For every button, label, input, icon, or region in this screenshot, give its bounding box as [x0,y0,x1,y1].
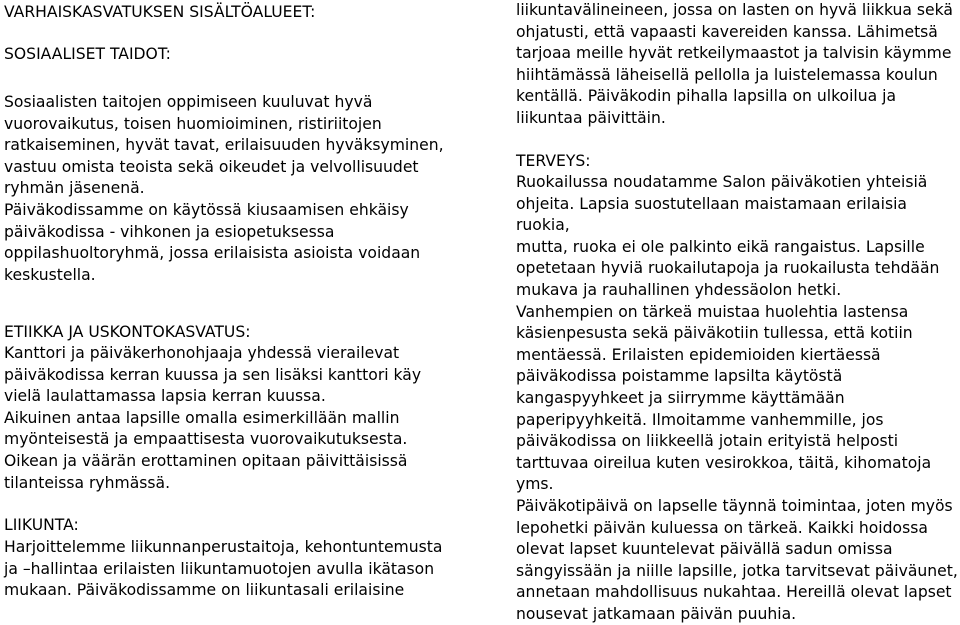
social-skills-text: Sosiaalisten taitojen oppimiseen kuuluvat hyvä vuorovaikutus, toisen huomioiminen, ristiriitojen ratkaiseminen, hyvät tavat, erilaisuuden hyväksyminen, vastuu omista teoista sekä oikeudet ja velvollisuudet ryhmän jäsenenä. Päiväkodissamme on käytössä kiusaamisen ehkäisy päiväkodissa - vihkonen ja esiopetuksessa oppilashuoltoryhmä, jossa erilaisista asioista voidaan keskustella. [4,93,444,284]
ethics-text: Kanttori ja päiväkerhonohjaaja yhdessä vierailevat päiväkodissa kerran kuussa ja sen lisäksi kanttori käy vielä laulattamassa lapsia kerran kuussa. Aikuinen antaa lapsille omalla esimerkillään mallin myönteisestä ja empaattisesta vuorovaikutuksesta. Oikean ja väärän erottaminen opitaan päivittäisissä tilanteissa ryhmässä. [4,344,422,492]
page-title: VARHAISKASVATUKSEN SISÄLTÖALUEET: [4,3,316,21]
social-skills-heading: SOSIAALISET TAIDOT: [4,45,171,63]
exercise-heading: LIIKUNTA: [4,516,79,534]
health-heading: TERVEYS: [516,152,591,170]
exercise-text: Harjoittelemme liikunnanperustaitoja, kehontuntemusta ja –hallintaa erilaisten liikuntamuotojen avulla ikätason mukaan. Päiväkodissamme on liikuntasali erilaisine [4,538,443,600]
ethics-heading: ETIIKKA JA USKONTOKASVATUS: [4,323,251,341]
left-column [4,0,454,600]
exercise-continued-text: liikuntavälineineen, jossa on lasten on hyvä liikkua sekä ohjatusti, että vapaasti kavereiden kanssa. Lähimetsä tarjoaa meille hyvät retkeilymaastot ja talvisin käymme hiihtämässä läheisellä pellolla ja luistelemassa koulun kentällä. Päiväkodin pihalla lapsilla on ulkoilua ja liikuntaa päivittäin. [516,1,953,127]
right-column [516,0,960,623]
health-text: Ruokailussa noudatamme Salon päiväkotien yhteisiä ohjeita. Lapsia suostutellaan maistamaan erilaisia ruokia, mutta, ruoka ei ole palkinto eikä rangaistus. Lapsille opetetaan hyviä ruokailutapoja ja ruokailusta tehdään mukava ja rauhallinen yhdessäolon hetki. Vanhempien on tärkeä muistaa huolehtia lastensa käsienpesusta sekä päiväkotiin tullessa, että kotiin mentäessä. Erilaisten epidemioiden kiertäessä päiväkodissa poistamme lapsilta käytöstä kangaspyyhkeet ja siirrymme käyttämään paperipyyhkeitä. Ilmoitamme vanhemmille, jos päiväkodissa on liikkeellä jotain erityistä helposti tarttuvaa oireilua kuten vesirokkoa, täitä, kihomatoja yms. Päiväkotipäivä on lapselle täynnä toimintaa, joten myös lepohetki päivän kuluessa on tärkeä. Kaikki hoidossa olevat lapset kuuntelevat päivällä sadun omissa sängyissään ja niille lapsille, jotka tarvitsevat päiväunet, annetaan mahdollisuus nukahtaa. Hereillä olevat lapset nousevat jatkamaan päivän puuhia. [516,173,958,623]
